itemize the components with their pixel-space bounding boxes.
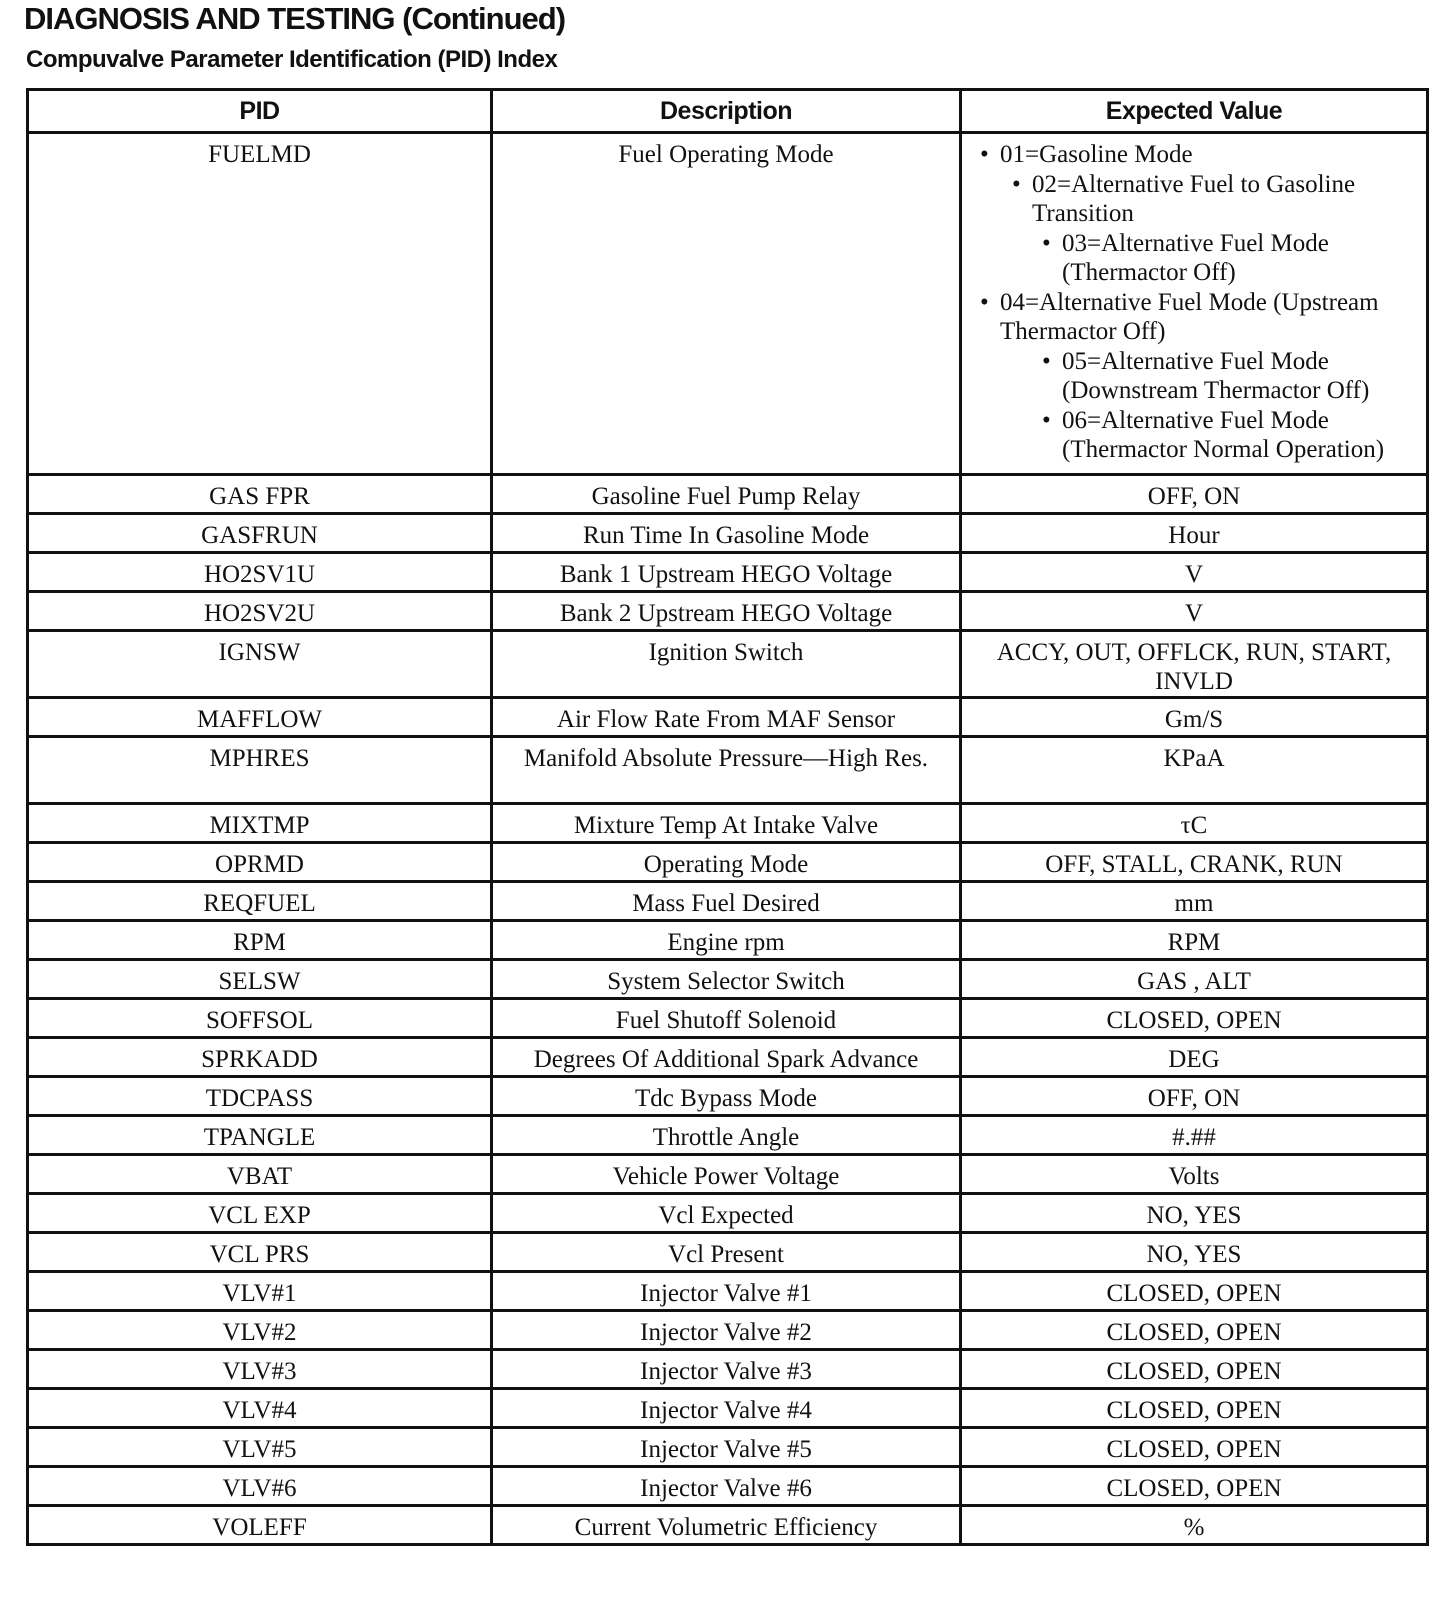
expected-value-cell: % <box>961 1506 1428 1545</box>
pid-table <box>26 88 1429 1546</box>
table-row <box>28 1077 1428 1116</box>
expected-value-cell: τC <box>961 804 1428 843</box>
pid-cell: RPM <box>28 921 492 960</box>
pid-cell: HO2SV1U <box>28 553 492 592</box>
table-row <box>28 999 1428 1038</box>
pid-cell: GAS FPR <box>28 475 492 514</box>
description-cell: System Selector Switch <box>492 960 961 999</box>
fuel-mode-item: • 05=Alternative Fuel Mode (Downstream Thermactor Off) <box>970 347 1418 406</box>
description-cell: Manifold Absolute Pressure—High Res. <box>492 737 961 804</box>
table-row <box>28 514 1428 553</box>
pid-cell: TPANGLE <box>28 1116 492 1155</box>
table-row <box>28 553 1428 592</box>
expected-value-cell: ACCY, OUT, OFFLCK, RUN, START, INVLD <box>961 631 1428 698</box>
table-row <box>28 882 1428 921</box>
expected-value-cell: CLOSED, OPEN <box>961 1389 1428 1428</box>
table-row <box>28 133 1428 475</box>
table-row <box>28 592 1428 631</box>
table-header <box>28 90 1428 133</box>
description-cell: Injector Valve #4 <box>492 1389 961 1428</box>
fuel-mode-item: • 02=Alternative Fuel to Gasoline Transition <box>970 170 1418 229</box>
table-row <box>28 921 1428 960</box>
pid-cell: TDCPASS <box>28 1077 492 1116</box>
table-row <box>28 1272 1428 1311</box>
table-row <box>28 698 1428 737</box>
pid-cell: HO2SV2U <box>28 592 492 631</box>
description-cell: Throttle Angle <box>492 1116 961 1155</box>
description-cell: Mixture Temp At Intake Valve <box>492 804 961 843</box>
table-row <box>28 1506 1428 1545</box>
pid-cell: MPHRES <box>28 737 492 804</box>
description-cell: Ignition Switch <box>492 631 961 698</box>
expected-value-cell: CLOSED, OPEN <box>961 1428 1428 1467</box>
table-row <box>28 1155 1428 1194</box>
page-subtitle: Compuvalve Parameter Identification (PID) Index <box>26 46 558 73</box>
column-header-description: Description <box>492 90 961 133</box>
description-cell: Run Time In Gasoline Mode <box>492 514 961 553</box>
table-row <box>28 1038 1428 1077</box>
expected-value-cell <box>961 133 1428 475</box>
expected-value-cell: CLOSED, OPEN <box>961 1467 1428 1506</box>
table-row <box>28 1428 1428 1467</box>
description-cell: Tdc Bypass Mode <box>492 1077 961 1116</box>
description-cell: Injector Valve #6 <box>492 1467 961 1506</box>
expected-value-cell: OFF, STALL, CRANK, RUN <box>961 843 1428 882</box>
pid-cell: VLV#1 <box>28 1272 492 1311</box>
expected-value-cell: Volts <box>961 1155 1428 1194</box>
table-row <box>28 804 1428 843</box>
description-cell: Current Volumetric Efficiency <box>492 1506 961 1545</box>
pid-cell: VLV#4 <box>28 1389 492 1428</box>
table-row <box>28 1233 1428 1272</box>
expected-value-cell: CLOSED, OPEN <box>961 999 1428 1038</box>
table-row <box>28 1350 1428 1389</box>
pid-cell: SELSW <box>28 960 492 999</box>
table-row <box>28 1311 1428 1350</box>
description-cell: Mass Fuel Desired <box>492 882 961 921</box>
description-cell: Operating Mode <box>492 843 961 882</box>
table-row <box>28 1194 1428 1233</box>
table-row <box>28 1389 1428 1428</box>
pid-cell: OPRMD <box>28 843 492 882</box>
page-title: DIAGNOSIS AND TESTING (Continued) <box>24 1 566 36</box>
header-row <box>28 90 1428 133</box>
pid-cell: MAFFLOW <box>28 698 492 737</box>
pid-cell: VLV#3 <box>28 1350 492 1389</box>
table-body <box>28 133 1428 1545</box>
expected-value-cell: Gm/S <box>961 698 1428 737</box>
pid-cell: VLV#2 <box>28 1311 492 1350</box>
description-cell: Air Flow Rate From MAF Sensor <box>492 698 961 737</box>
pid-cell: VLV#6 <box>28 1467 492 1506</box>
description-cell: Vehicle Power Voltage <box>492 1155 961 1194</box>
description-cell: Injector Valve #5 <box>492 1428 961 1467</box>
description-cell: Engine rpm <box>492 921 961 960</box>
expected-value-cell: V <box>961 553 1428 592</box>
expected-value-cell: CLOSED, OPEN <box>961 1272 1428 1311</box>
expected-value-cell: CLOSED, OPEN <box>961 1311 1428 1350</box>
table-row <box>28 475 1428 514</box>
table-row <box>28 1467 1428 1506</box>
pid-cell: VCL PRS <box>28 1233 492 1272</box>
description-cell: Injector Valve #2 <box>492 1311 961 1350</box>
table-row <box>28 843 1428 882</box>
expected-value-cell: NO, YES <box>961 1194 1428 1233</box>
expected-value-cell: mm <box>961 882 1428 921</box>
description-cell: Vcl Present <box>492 1233 961 1272</box>
expected-value-cell: Hour <box>961 514 1428 553</box>
pid-cell: VLV#5 <box>28 1428 492 1467</box>
expected-value-cell: V <box>961 592 1428 631</box>
description-cell: Fuel Shutoff Solenoid <box>492 999 961 1038</box>
expected-value-cell: NO, YES <box>961 1233 1428 1272</box>
description-cell: Bank 1 Upstream HEGO Voltage <box>492 553 961 592</box>
description-cell: Injector Valve #1 <box>492 1272 961 1311</box>
expected-value-cell: #.## <box>961 1116 1428 1155</box>
table-row <box>28 1116 1428 1155</box>
pid-cell: GASFRUN <box>28 514 492 553</box>
expected-value-cell: OFF, ON <box>961 1077 1428 1116</box>
expected-value-cell: OFF, ON <box>961 475 1428 514</box>
table-row <box>28 737 1428 804</box>
pid-cell: SOFFSOL <box>28 999 492 1038</box>
column-header-expected-value: Expected Value <box>961 90 1428 133</box>
fuel-mode-item: • 01=Gasoline Mode <box>970 140 1418 170</box>
pid-cell: VCL EXP <box>28 1194 492 1233</box>
description-cell: Fuel Operating Mode <box>492 133 961 475</box>
column-header-pid: PID <box>28 90 492 133</box>
table-row <box>28 631 1428 698</box>
expected-value-cell: GAS , ALT <box>961 960 1428 999</box>
description-cell: Injector Valve #3 <box>492 1350 961 1389</box>
description-cell: Degrees Of Additional Spark Advance <box>492 1038 961 1077</box>
fuel-mode-item: • 03=Alternative Fuel Mode (Thermactor Off) <box>970 229 1418 288</box>
expected-value-cell: KPaA <box>961 737 1428 804</box>
fuel-mode-item: • 04=Alternative Fuel Mode (Upstream Thermactor Off) <box>970 288 1418 347</box>
pid-cell: MIXTMP <box>28 804 492 843</box>
pid-cell: SPRKADD <box>28 1038 492 1077</box>
pid-cell: FUELMD <box>28 133 492 475</box>
fuel-mode-list <box>970 140 1418 465</box>
pid-cell: VBAT <box>28 1155 492 1194</box>
table-row <box>28 960 1428 999</box>
expected-value-cell: RPM <box>961 921 1428 960</box>
pid-cell: REQFUEL <box>28 882 492 921</box>
description-cell: Gasoline Fuel Pump Relay <box>492 475 961 514</box>
expected-value-cell: CLOSED, OPEN <box>961 1350 1428 1389</box>
expected-value-cell: DEG <box>961 1038 1428 1077</box>
description-cell: Bank 2 Upstream HEGO Voltage <box>492 592 961 631</box>
fuel-mode-item: • 06=Alternative Fuel Mode (Thermactor Normal Operation) <box>970 406 1418 465</box>
pid-cell: VOLEFF <box>28 1506 492 1545</box>
description-cell: Vcl Expected <box>492 1194 961 1233</box>
pid-cell: IGNSW <box>28 631 492 698</box>
